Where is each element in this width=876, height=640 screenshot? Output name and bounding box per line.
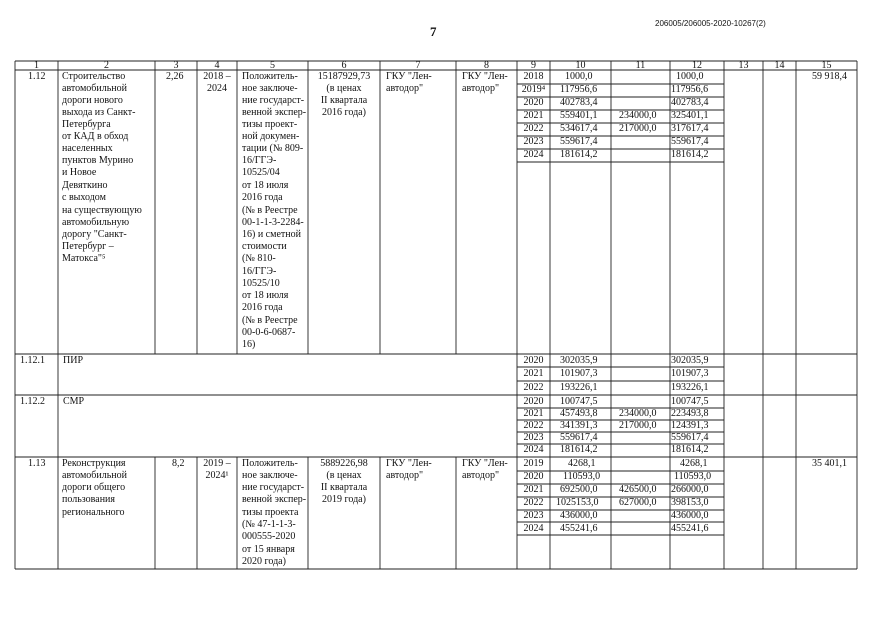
basis-line: 10525/04 xyxy=(242,167,280,178)
header-col-7: 7 xyxy=(415,60,421,71)
row-number: 1.12 xyxy=(28,71,46,82)
period-line: 2024¹ xyxy=(205,470,229,481)
amount-regional: 559617,4 xyxy=(671,432,709,443)
builder-line: автодор" xyxy=(462,470,500,481)
basis-line: 000555-2020 xyxy=(242,531,296,542)
object-name-line: на существующую xyxy=(62,205,142,216)
object-name-line: автомобильной xyxy=(62,83,127,94)
basis-line: ное заключе- xyxy=(242,470,298,481)
amount-total: 1000,0 xyxy=(565,71,593,82)
amount-regional: 100747,5 xyxy=(671,396,709,407)
basis-line: тизы проект- xyxy=(242,119,298,130)
customer-line: ГКУ "Лен- xyxy=(386,71,432,82)
amount-total: 4268,1 xyxy=(568,458,596,469)
amount-regional: 455241,6 xyxy=(671,523,709,534)
object-name-line: дороги нового xyxy=(62,95,123,106)
amount-total: 341391,3 xyxy=(560,420,598,431)
amount-regional: 181614,2 xyxy=(671,149,709,160)
amount-regional: 266000,0 xyxy=(671,484,709,495)
header-col-8: 8 xyxy=(484,60,489,71)
basis-line: тации (№ 809- xyxy=(242,143,304,154)
object-name-line: от КАД в обход xyxy=(62,131,129,142)
col15-value: 59 918,4 xyxy=(812,71,847,82)
object-name-line: Матокса"⁵ xyxy=(62,253,106,264)
document-id: 206005/206005-2020-10267(2) xyxy=(655,19,766,28)
object-name-line: регионального xyxy=(62,507,125,518)
header-col-9: 9 xyxy=(531,60,536,71)
basis-line: (№ 810- xyxy=(242,253,276,264)
header-col-13: 13 xyxy=(738,60,749,71)
header-col-1: 1 xyxy=(34,60,39,71)
cost-line: 2016 года) xyxy=(322,107,366,118)
header-col-10: 10 xyxy=(575,60,586,71)
object-name-line: Строительство xyxy=(62,71,126,82)
object-name-line: Петербург – xyxy=(62,241,114,252)
basis-line: Положитель- xyxy=(242,458,298,469)
object-name-line: населенных xyxy=(62,143,113,154)
cost-line: (в ценах xyxy=(326,470,362,481)
year-cell: 2020 xyxy=(523,471,544,482)
amount-regional: 436000,0 xyxy=(671,510,709,521)
basis-line: (№ 47-1-1-3- xyxy=(242,519,296,530)
amount-regional: 124391,3 xyxy=(671,420,709,431)
header-col-6: 6 xyxy=(341,60,347,71)
customer-line: ГКУ "Лен- xyxy=(386,458,432,469)
year-cell: 2019⁴ xyxy=(521,84,546,95)
amount-regional: 317617,4 xyxy=(671,123,709,134)
period-line: 2018 – xyxy=(203,71,231,82)
year-cell: 2021 xyxy=(523,368,544,379)
amount-regional: 193226,1 xyxy=(671,382,709,393)
basis-line: 16) xyxy=(242,339,256,350)
object-name-line: Девяткино xyxy=(62,180,108,191)
object-name-line: дорогу "Санкт- xyxy=(62,229,127,240)
amount-total: 455241,6 xyxy=(560,523,598,534)
builder-line: ГКУ "Лен- xyxy=(462,71,508,82)
cost-line: (в ценах xyxy=(326,83,362,94)
object-name-line: пунктов Мурино xyxy=(62,155,134,166)
object-name-line: с выходом xyxy=(62,192,106,203)
cost-line: II квартала xyxy=(320,95,368,106)
amount-total: 559617,4 xyxy=(560,432,598,443)
amount-total: 117956,6 xyxy=(560,84,598,95)
year-cell: 2022 xyxy=(523,497,544,508)
cost-line: II квартала xyxy=(320,482,368,493)
year-cell: 2021 xyxy=(523,408,544,419)
year-cell: 2018 xyxy=(523,71,544,82)
header-col-11: 11 xyxy=(635,60,646,71)
object-name-line: и Новое xyxy=(62,167,97,178)
year-cell: 2024 xyxy=(523,149,544,160)
basis-line: от 18 июля xyxy=(242,180,289,191)
header-col-15: 15 xyxy=(821,60,832,71)
basis-line: 00-0-6-0687- xyxy=(242,327,296,338)
object-name-line: пользования xyxy=(62,494,115,505)
year-cell: 2020 xyxy=(523,97,544,108)
amount-total: 181614,2 xyxy=(560,444,598,455)
basis-line: от 18 июля xyxy=(242,290,289,301)
year-cell: 2020 xyxy=(523,355,544,366)
amount-federal: 627000,0 xyxy=(619,497,657,508)
customer-line: автодор" xyxy=(386,470,424,481)
amount-regional: 402783,4 xyxy=(671,97,709,108)
basis-line: 10525/10 xyxy=(242,278,280,289)
amount-total: 101907,3 xyxy=(560,368,598,379)
amount-federal: 234000,0 xyxy=(619,408,657,419)
amount-total: 110593,0 xyxy=(563,471,601,482)
header-col-14: 14 xyxy=(774,60,785,71)
customer-line: автодор" xyxy=(386,83,424,94)
amount-total: 692500,0 xyxy=(560,484,598,495)
basis-line: тизы проекта xyxy=(242,507,299,518)
header-col-12: 12 xyxy=(692,60,702,71)
year-cell: 2023 xyxy=(523,432,544,443)
cost-line: 5889226,98 xyxy=(320,458,368,469)
object-name-line: автомобильной xyxy=(62,470,127,481)
basis-line: (№ в Реестре xyxy=(242,315,298,326)
amount-regional: 398153,0 xyxy=(671,497,709,508)
sub-row-label: СМР xyxy=(63,396,85,407)
amount-regional: 117956,6 xyxy=(671,84,709,95)
object-name-line: Реконструкция xyxy=(62,458,126,469)
amount-total: 457493,8 xyxy=(560,408,598,419)
amount-regional: 223493,8 xyxy=(671,408,709,419)
basis-line: стоимости xyxy=(242,241,287,252)
length-value: 8,2 xyxy=(172,458,185,469)
header-col-5: 5 xyxy=(270,60,275,71)
col15-value: 35 401,1 xyxy=(812,458,847,469)
amount-total: 436000,0 xyxy=(560,510,598,521)
basis-line: 00-1-1-3-2284- xyxy=(242,217,304,228)
year-cell: 2021 xyxy=(523,484,544,495)
basis-line: 2016 года xyxy=(242,192,283,203)
length-value: 2,26 xyxy=(166,71,184,82)
basis-line: 16/ГГЭ- xyxy=(242,266,277,277)
amount-federal: 426500,0 xyxy=(619,484,657,495)
year-cell: 2022 xyxy=(523,382,544,393)
amount-total: 559401,1 xyxy=(560,110,598,121)
year-cell: 2019 xyxy=(523,458,544,469)
amount-federal: 234000,0 xyxy=(619,110,657,121)
year-cell: 2021 xyxy=(523,110,544,121)
object-name-line: автомобильную xyxy=(62,217,130,228)
object-name-line: дороги общего xyxy=(62,482,126,493)
basis-line: ной докумен- xyxy=(242,131,300,142)
year-cell: 2022 xyxy=(523,123,544,134)
year-cell: 2023 xyxy=(523,510,544,521)
basis-line: 16) и сметной xyxy=(242,229,301,240)
amount-regional: 559617,4 xyxy=(671,136,709,147)
amount-regional: 1000,0 xyxy=(676,71,704,82)
cost-line: 15187929,73 xyxy=(317,71,371,82)
amount-regional: 101907,3 xyxy=(671,368,709,379)
header-col-2: 2 xyxy=(104,60,109,71)
header-col-4: 4 xyxy=(214,60,220,71)
amount-regional: 181614,2 xyxy=(671,444,709,455)
basis-line: от 15 января xyxy=(242,544,295,555)
builder-line: автодор" xyxy=(462,83,500,94)
basis-line: Положитель- xyxy=(242,71,298,82)
amount-total: 100747,5 xyxy=(560,396,598,407)
basis-line: венной экспер- xyxy=(242,107,307,118)
basis-line: 2020 года) xyxy=(242,556,286,567)
amount-total: 534617,4 xyxy=(560,123,598,134)
basis-line: ние государст- xyxy=(242,95,305,106)
amount-total: 1025153,0 xyxy=(556,497,599,508)
period-line: 2019 – xyxy=(203,458,231,469)
amount-total: 181614,2 xyxy=(560,149,598,160)
amount-total: 193226,1 xyxy=(560,382,598,393)
row-number: 1.12.2 xyxy=(20,396,45,407)
object-name-line: Петербурга xyxy=(62,119,111,130)
basis-line: 16/ГГЭ- xyxy=(242,155,277,166)
basis-line: (№ в Реестре xyxy=(242,205,298,216)
amount-regional: 325401,1 xyxy=(671,110,709,121)
header-col-3: 3 xyxy=(173,60,179,71)
amount-regional: 302035,9 xyxy=(671,355,709,366)
year-cell: 2020 xyxy=(523,396,544,407)
amount-regional: 110593,0 xyxy=(674,471,712,482)
row-number: 1.13 xyxy=(28,458,46,469)
object-name-line: выхода из Санкт- xyxy=(62,107,136,118)
amount-federal: 217000,0 xyxy=(619,123,657,134)
amount-total: 302035,9 xyxy=(560,355,598,366)
year-cell: 2024 xyxy=(523,523,544,534)
period-line: 2024 xyxy=(207,83,227,94)
year-cell: 2022 xyxy=(523,420,544,431)
amount-federal: 217000,0 xyxy=(619,420,657,431)
basis-line: ное заключе- xyxy=(242,83,298,94)
amount-regional: 4268,1 xyxy=(680,458,708,469)
page-number: 7 xyxy=(430,24,437,39)
year-cell: 2024 xyxy=(523,444,544,455)
row-number: 1.12.1 xyxy=(20,355,45,366)
builder-line: ГКУ "Лен- xyxy=(462,458,508,469)
amount-total: 402783,4 xyxy=(560,97,598,108)
basis-line: ние государст- xyxy=(242,482,305,493)
amount-total: 559617,4 xyxy=(560,136,598,147)
basis-line: 2016 года xyxy=(242,302,283,313)
cost-line: 2019 года) xyxy=(322,494,366,505)
year-cell: 2023 xyxy=(523,136,544,147)
sub-row-label: ПИР xyxy=(63,355,84,366)
basis-line: венной экспер- xyxy=(242,494,307,505)
